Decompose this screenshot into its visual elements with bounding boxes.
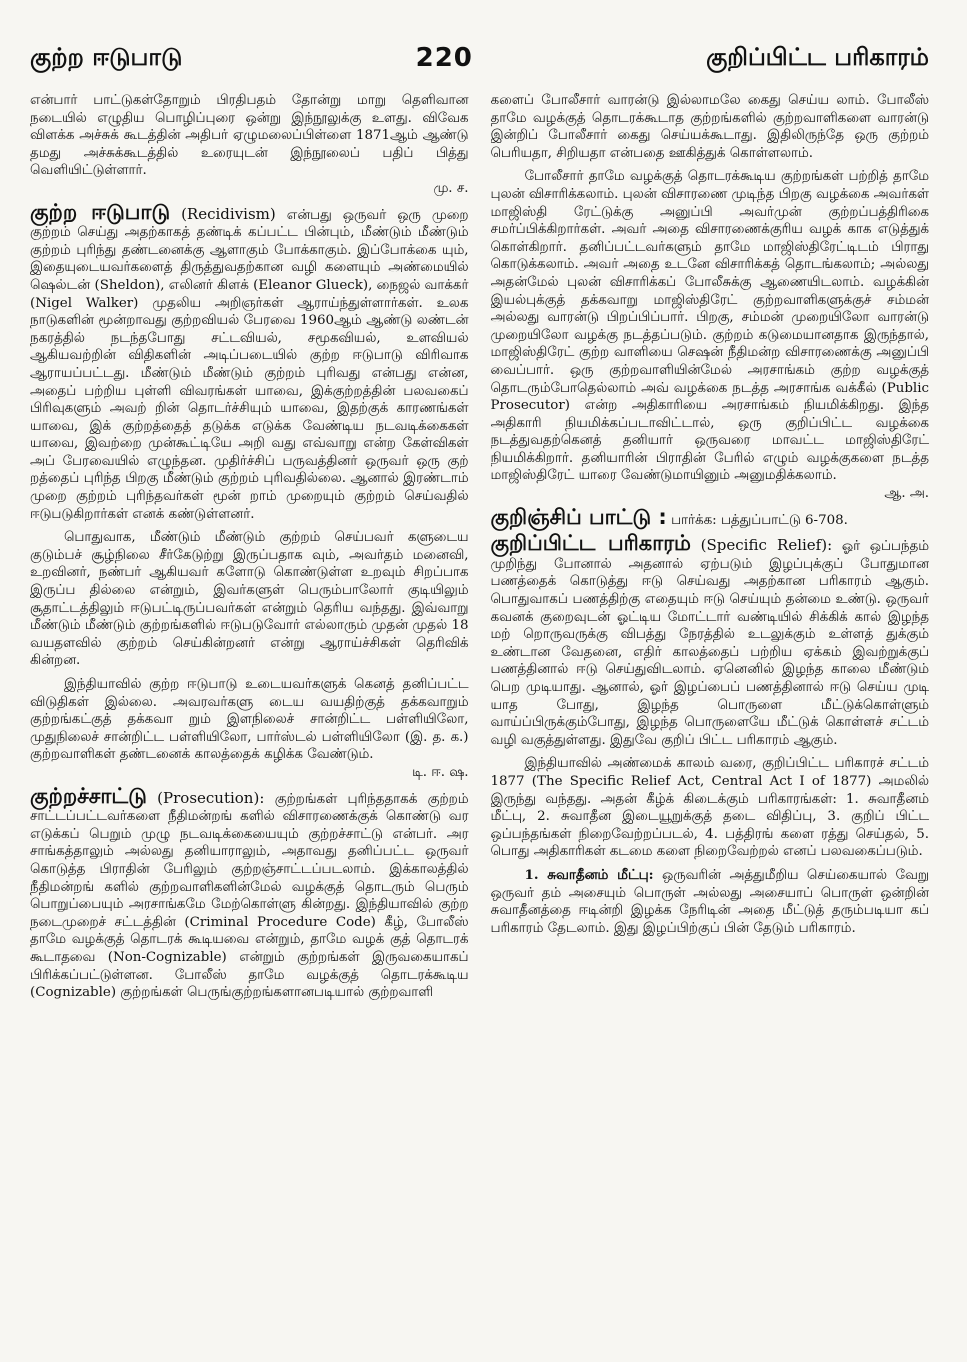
running-header bbox=[30, 38, 929, 78]
paragraph: 1. சுவாதீனம் மீட்பு: ஒருவரின் அத்துமீறிய செய்கையால் வேறு ஒருவர் தம் அசையும் பொருள் அல்லது அசையாப் பொருள் ஒன்றின் சுவாதீனத்தை ஈடின்றி இழக்க நேரிடின் அதை மீட்டுத் தரும்படியா கப் பரிகாரம் தேடலாம். இது இழப்பிற்குப் பின் தேடும் பரிகாரம். bbox=[490, 866, 929, 936]
entry-specific-relief bbox=[490, 531, 930, 749]
entry-heading: குறிப்பிட்ட பரிகாரம் bbox=[490, 531, 691, 556]
entry-english-term: (Specific Relief): bbox=[700, 536, 833, 555]
entry-text: என்பது ஒருவர் ஒரு முறை குற்றம் செய்து அதற்காகத் தண்டிக் கப்பட்ட பின்பும், மீண்டும் மீண்டும் குற்றம் புரிந்து தண்டனைக்கு ஆளாகும் போக்காகும். இப்போக்கை யும், இதையுடையவர்களைத் திருத்துவதற்கான வழி களையும் அண்மையில் ஷெல்டன் (Sheldon), எலினர் கிளக் (Eleanor Glueck), நைஜல் வாக்கர் (Nigel Walker) முதலிய அறிஞர்கள் ஆராய்ந்துள்ளார்கள். உலக நாடுகளின் மூன்றாவது குற்றவியல் பேரவை 1960ஆம் ஆண்டு லண்டன் நகரத்தில் நடந்தபோது சட்டவியல், சமூகவியல், உளவியல் ஆகியவற்றின் விதிகளின் அடிப்படையில் குற்ற ஈடுபாடு விரிவாக ஆராயப்பட்டது. மீண்டும் மீண்டும் குற்றம் புரிவது என்பது என்ன, அதைப் பற்றிய புள்ளி விவரங்கள் யாவை, இக்குற்றத்தின் பலவகைப் பிரிவுகளும் அவற் றின் தொடர்ச்சியும் யாவை, இதற்குக் காரணங்கள் யாவை, இக் குற்றத்தைத் தடுக்க எடுக்க வேண்டிய நடவடிக்கைகள் யாவை, இவற்றை முன்கூட்டியே அறி வது எவ்வாறு என்ற கேள்விகள் அப் பேரவையில் எழுந்தன. முதிர்ச்சிப் பருவத்தினர் ஒருவர் ஒரு குற் றத்தைப் புரிந்த பிறகு மீண்டும் குற்றம் புரிவதில்லை. ஆனால் இரண்டாம் முறை குற்றம் புரிந்தவர்கள் மூன் றாம் முறையும் குற்றம் செய்வதில் ஈடுபடுகிறார்கள் எனக் கண்டுள்ளனர். bbox=[30, 207, 469, 522]
author-initials: ஆ. அ. bbox=[884, 486, 929, 502]
header-left-keyword: குற்ற ஈடுபாடு bbox=[30, 42, 183, 71]
page-number: 220 bbox=[415, 43, 473, 73]
numbered-subheading: 1. சுவாதீனம் மீட்பு: bbox=[524, 866, 654, 883]
author-initials: மு. ச. bbox=[433, 180, 469, 196]
entry-text: ஓர் ஒப்பந்தம் முறிந்து போனால் அதனால் ஏற்படும் இழப்புக்குப் போதுமான பணத்தைக் கொடுத்து ஈடு செய்வது அதற்கான பரிகாரம் ஆகும். பொதுவாகப் பணத்திற்கு எதையும் ஈடு செய்யும் தன்மை உண்டு. ஒருவர் கவனக் குறைவுடன் ஓட்டிய மோட்டார் வண்டியில் சிக்கிக் கால் இழந்த மற் றொருவருக்கு விபத்து நேரத்தில் உடலுக்கும் உள்ளத் துக்கும் உண்டான வேதனை, எதிர் காலத்தைப் பற்றிய ஏக்கம் இவற்றுக்குப் பணத்தினால் ஈடு செய்துவிடலாம். ஏனெனில் இழந்த காலை மீண்டும் பெற முடியாது. ஆனால், ஓர் இழப்பைப் பணத்தினால் ஈடு செய்ய முடி யாத போது, இழந்த பொருளை மீட்டுக்கொள்ளும் வாய்ப்பிருக்கும்போது, இழந்த பொருளையே மீட்டுக் கொள்ளச் சட்டம் வழி வகுத்துள்ளது. இதுவே குறிப் பிட்ட பரிகாரம் ஆகும். bbox=[490, 539, 929, 748]
paragraph: பொதுவாக, மீண்டும் மீண்டும் குற்றம் செய்பவர் களுடைய குடும்பச் சூழ்நிலை சீர்கேடுற்று இருப்பதாக வும், அவர்தம் மனைவி, உறவினர், நண்பர் ஆகியவர் களோடு கொண்டுள்ள உறவும் சிறப்பாக இருப்ப தில்லை என்றும், இவர்களுள் பெரும்பாலோர் குடியிலும் சூதாட்டத்திலும் ஈடுபட்டிருப்பவர்கள் என்றும் தெரிய வந்தது. இவ்வாறு மீண்டும் மீண்டும் குற்றங்களில் ஈடுபடுவோர் எல்லாரும் முதன் முதல் 18 வயதளவில் குற்றம் செய்கின்றனர் என்று ஆராய்ச்சிகள் தெரிவிக் கின்றன. bbox=[30, 530, 469, 669]
text-columns bbox=[30, 92, 929, 1340]
entry-text: குற்றங்கள் புரிந்ததாகக் குற்றம் சாட்டப்பட்டவர்களை நீதிமன்றங் களில் விசாரணைக்குக் கொண்டு வர எடுக்கப் பெறும் முழு நடவடிக்கையையும் குற்றச்சாட்டு என்பர். அர சாங்கத்தாலும் அல்லது தனியாராலும், அதாவது தனிப்பட்ட ஒருவர் கொடுத்த பிராதின் பேரிலும் குற்றஞ்சாட்டப்படலாம். இக்காலத்தில் நீதிமன்றங் களில் குற்றவாளிகளின்மேல் வழக்குத் தொடரும் பெரும் பொறுப்பையும் அரசாங்கமே மேற்கொள்ளு கின்றது. இந்தியாவில் குற்ற நடைமுறைச் சட்டத்தின் (Criminal Procedure Code) கீழ், போலீஸ் தாமே வழக்குத் தொடரக் கூடியவை என்றும், தாமே வழக் குத் தொடரக் கூடாதவை (Non-Cognizable) என்றும் குற்றங்கள் இருவகையாகப் பிரிக்கப்பட்டுள்ளன. போலீஸ் தாமே வழக்குத் தொடரக்கூடிய (Cognizable) குற்றங்கள் பெருங்குற்றங்களானபடியால் குற்றவாளி bbox=[30, 791, 469, 1001]
paragraph: இந்தியாவில் அண்மைக் காலம் வரை, குறிப்பிட்ட பரிகாரச் சட்டம் 1877 (The Specific Relief Act, Central Act I of 1877) அமலில் இருந்து வந்தது. அதன் கீழ்க் கிடைக்கும் பரிகாரங்கள்: 1. சுவாதீனம் மீட்பு, 2. சுவாதீன இடையூறுக்குத் தடை விதிப்பு, 3. குறிப் பிட்ட ஒப்பந்தங்கள் நிறைவேற்றப்படல், 4. பத்திரங் களை ரத்து செய்தல், 5. பொது அதிகாரிகள் கடமை களை நிறைவேற்றல் எனப் பலவகைப்படும். bbox=[490, 756, 929, 860]
entry-english-term: (Recidivism) bbox=[181, 204, 276, 223]
paragraph: போலீசார் தாமே வழக்குத் தொடரக்கூடிய குற்றங்கள் பற்றித் தாமே புலன் விசாரிக்கலாம். புலன் விசாரணை முடிந்த பிறகு வழக்கை அவர்கள் மாஜிஸ்தி ரேட்டுக்கு அனுப்பி அவர்முன் குற்றப்பத்திரிகை சமர்ப்பிக்கிறார்கள். அவர் அதை விசாரணைக்குரிய வழக் காக எடுத்துக் கொள்கிறார். தனிப்பட்டவர்களும் தாமே மாஜிஸ்திரேட்டிடம் பிராது கொடுக்கலாம். அவர் அதை உடனே விசாரிக்கத் தொடங்கலாம்; அல்லது அதன்மேல் புலன் விசாரிக்கப் போலீசுக்கு ஆணையிடலாம். வழக்கின் இயல்புக்குத் தக்கவாறு மாஜிஸ்திரேட் குற்றவாளிகளுக்குச் சம்மன் அல்லது வாரன்டு பிறப்பிப்பார். பிறகு, சம்மன் முறையிலோ வாரன்டு முறையிலோ வழக்கு நடத்தப்படும். குற்றம் கடுமையானதாக இருந்தால், மாஜிஸ்திரேட் குற்ற வாளியை செஷன் நீதிமன்ற விசாரணைக்கு அனுப்பி வைப்பார். ஒரு குற்றவாளியின்மேல் அரசாங்கம் குற்ற வழக்குத் தொடரும்போதெல்லாம் அவ் வழக்கை நடத்த அரசாங்க வக்கீல் (Public Prosecutor) என்ற அதிகாரியை அரசாங்கம் நியமிக்கிறது. இந்த அதிகாரி நியமிக்கப்படாவிட்டால், ஒரு குறிப்பிட்ட வழக்கை நடத்துவதற்கெனத் தனியார் ஒருவரை மாவட்ட மாஜிஸ்திரேட் நியமிக்கிறார். தனியாரின் பிராதின் பேரில் எழும் வழக்குகளை நடத்த மாஜிஸ்திரேட் யாரை வேண்டுமாயினும் அனுமதிக்கலாம். ஆ. அ. bbox=[490, 169, 929, 502]
paragraph: களைப் போலீசார் வாரன்டு இல்லாமலே கைது செய்ய லாம். போலீஸ் தாமே வழக்குத் தொடரக்கூடாத குற்றங்களில் குற்றவாளிகளை வாரன்டு இன்றிப் போலீசார் கைது செய்யக்கூடாது. இதிலிருந்தே ஒரு குற்றம் பெரியதா, சிறியதா என்பதை ஊகித்துக் கொள்ளலாம். bbox=[490, 93, 929, 161]
entry-prosecution bbox=[30, 783, 469, 1002]
paragraph: என்பார் பாட்டுகள்தோறும் பிரதிபதம் தோன்று மாறு தெளிவான நடையில் எழுதிய பொழிப்புரை ஒன்று இந்நூலுக்கு உளது. விவேக விளக்க அச்சுக் கூடத்தின் அதிபர் ஏழுமலைப்பிள்ளை 1871ஆம் ஆண்டு தமது அச்சுக்கூடத்தில் உரையுடன் இந்நூலைப் பதிப் பித்து வெளியிட்டுள்ளார். மு. ச. bbox=[30, 93, 469, 196]
entry-heading: குற்ற ஈடுபாடு bbox=[30, 199, 171, 224]
entry-heading: குறிஞ்சிப் பாட்டு : bbox=[490, 504, 667, 529]
entry-kurinjippattu bbox=[490, 504, 930, 530]
header-right-keyword: குறிப்பிட்ட பரிகாரம் bbox=[706, 42, 929, 71]
entry-heading: குற்றச்சாட்டு bbox=[30, 783, 147, 808]
paragraph: இந்தியாவில் குற்ற ஈடுபாடு உடையவர்களுக் கெனத் தனிப்பட்ட விடுதிகள் இல்லை. அவரவர்களு டைய வயதிற்குத் தக்கவாறும் குற்றங்கட்குத் தக்கவா றும் இளநிலைச் சான்றிட்ட பள்ளியிலோ, முதுநிலைச் சான்றிட்ட பள்ளியிலோ, பார்ஸ்டல் பள்ளியிலோ (இ. த. க.) குற்றவாளிகள் தண்டனைக் காலத்தைக் கழிக்க வேண்டும். டி. ஈ. ஷ. bbox=[30, 677, 469, 780]
author-initials: டி. ஈ. ஷ. bbox=[412, 764, 469, 780]
cross-reference: பார்க்க: பத்துப்பாட்டு 6-708. bbox=[671, 512, 848, 528]
entry-recidivism bbox=[30, 199, 469, 524]
right-column bbox=[491, 92, 930, 1340]
entry-english-term: (Prosecution): bbox=[157, 788, 265, 807]
left-column bbox=[30, 92, 469, 1340]
